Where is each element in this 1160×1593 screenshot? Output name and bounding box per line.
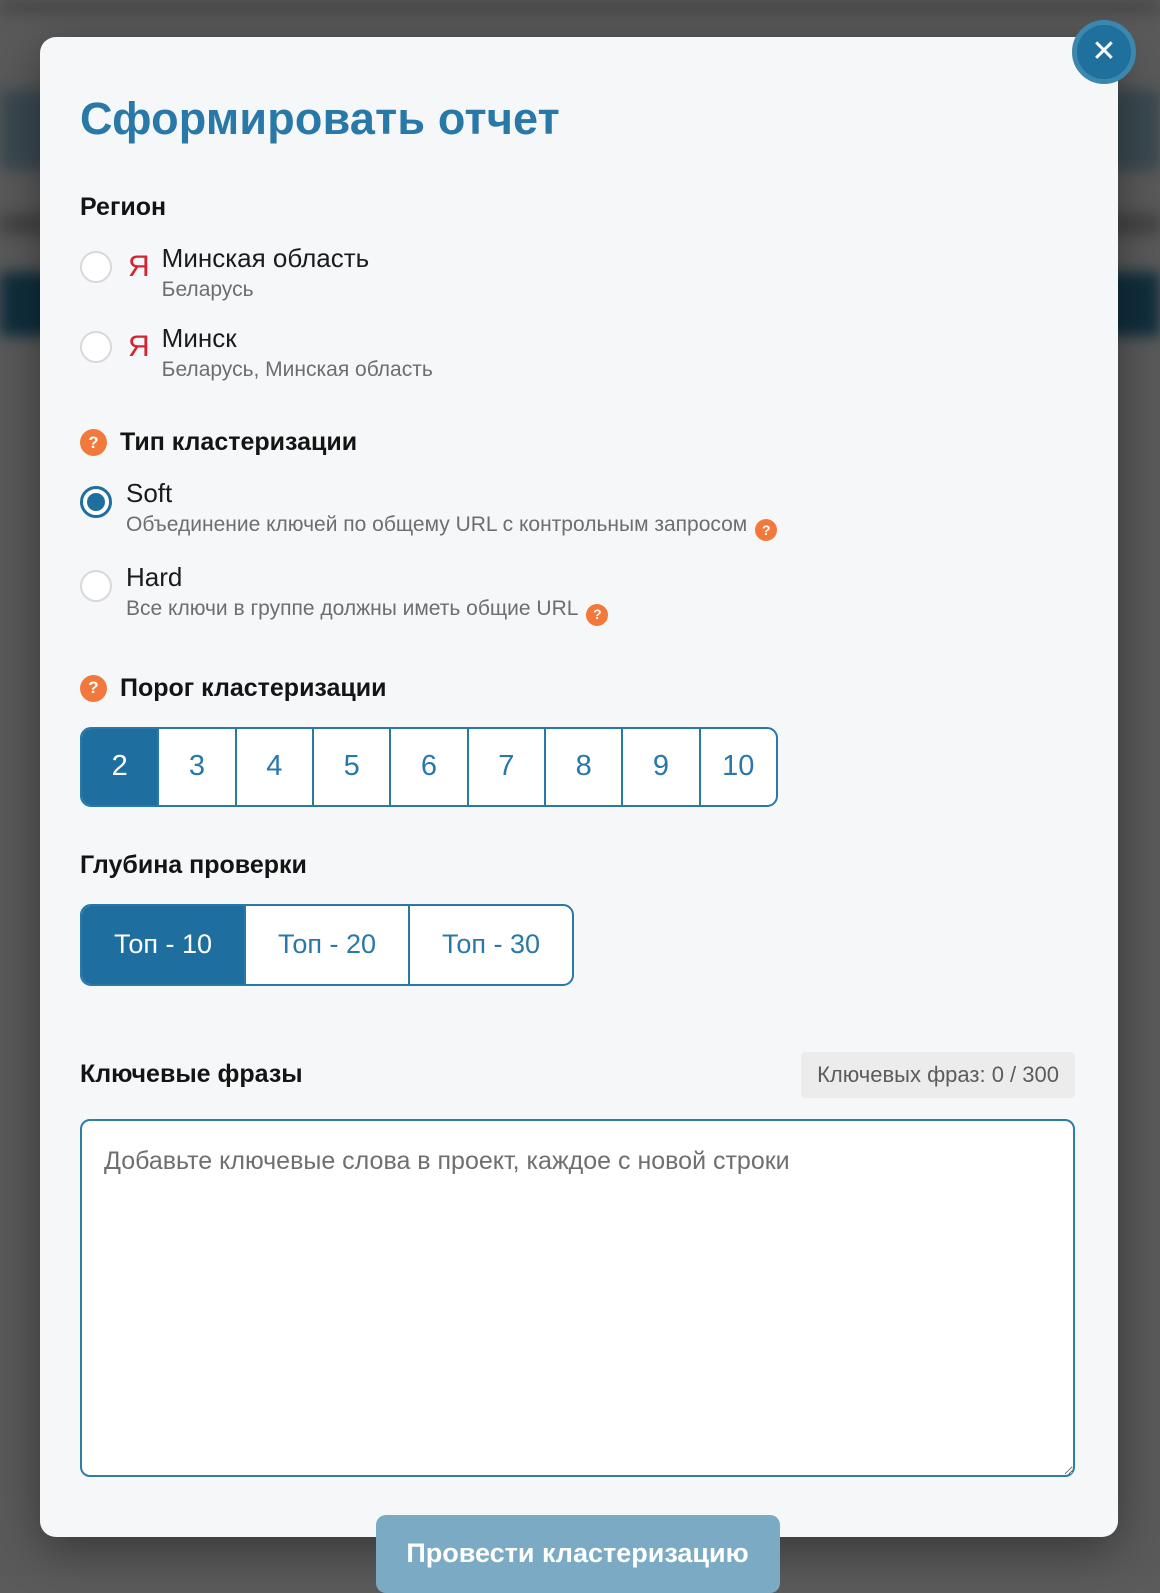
background-band — [0, 0, 1160, 14]
threshold-option-2[interactable]: 2 — [82, 729, 157, 805]
threshold-option-5[interactable]: 5 — [312, 729, 389, 805]
yandex-icon: Я — [128, 330, 150, 364]
soft-label: Soft — [126, 478, 173, 509]
region-option-label: Минская область — [161, 243, 370, 273]
depth-selector — [80, 904, 574, 986]
region-option-sublabel: Беларусь — [161, 277, 254, 301]
keywords-heading: Ключевые фразы — [80, 1060, 303, 1089]
region-option-minskaya-oblast[interactable] — [80, 244, 1075, 302]
depth-option-top30[interactable]: Топ - 30 — [408, 906, 572, 984]
threshold-option-10[interactable]: 10 — [699, 729, 776, 805]
help-icon[interactable]: ? — [80, 429, 107, 456]
hard-description-text: Все ключи в группе должны иметь общие URL — [126, 597, 579, 621]
hard-description — [126, 596, 608, 625]
depth-option-top10[interactable]: Топ - 10 — [82, 906, 244, 984]
threshold-option-3[interactable]: 3 — [157, 729, 234, 805]
soft-radio[interactable] — [80, 486, 112, 518]
region-option-label: Минск — [161, 323, 237, 354]
threshold-heading: Порог кластеризации — [120, 673, 387, 702]
run-clustering-button[interactable]: Провести кластеризацию — [376, 1515, 780, 1593]
region-heading: Регион — [80, 193, 167, 221]
region-radio[interactable] — [80, 251, 112, 283]
keywords-textarea[interactable] — [80, 1119, 1075, 1477]
close-button[interactable] — [1072, 20, 1136, 84]
soft-description-text: Объединение ключей по общему URL с контрольным запросом — [126, 513, 748, 537]
threshold-option-7[interactable]: 7 — [467, 729, 544, 805]
help-icon[interactable]: ? — [755, 519, 777, 541]
modal-title: Сформировать отчет — [80, 93, 560, 144]
help-icon[interactable]: ? — [80, 675, 107, 702]
generate-report-modal — [40, 37, 1118, 1569]
soft-description — [126, 512, 777, 541]
depth-option-top20[interactable]: Топ - 20 — [244, 906, 408, 984]
clustering-type-heading: Тип кластеризации — [120, 428, 358, 457]
threshold-option-8[interactable]: 8 — [544, 729, 621, 805]
threshold-option-4[interactable]: 4 — [235, 729, 312, 805]
hard-radio[interactable] — [80, 570, 112, 602]
region-option-sublabel: Беларусь, Минская область — [161, 357, 433, 381]
threshold-option-9[interactable]: 9 — [621, 729, 698, 805]
clustering-type-option-hard[interactable] — [80, 563, 1075, 625]
hard-label: Hard — [126, 562, 183, 593]
threshold-selector — [80, 727, 778, 807]
yandex-icon: Я — [128, 250, 150, 283]
close-icon: ✕ — [1091, 35, 1117, 68]
region-radio[interactable] — [80, 331, 112, 363]
depth-heading: Глубина проверки — [80, 850, 307, 879]
keywords-counter: Ключевых фраз: 0 / 300 — [801, 1052, 1075, 1098]
threshold-option-6[interactable]: 6 — [389, 729, 466, 805]
region-option-minsk[interactable] — [80, 324, 1075, 382]
clustering-type-option-soft[interactable] — [80, 479, 1075, 541]
help-icon[interactable]: ? — [586, 604, 608, 626]
